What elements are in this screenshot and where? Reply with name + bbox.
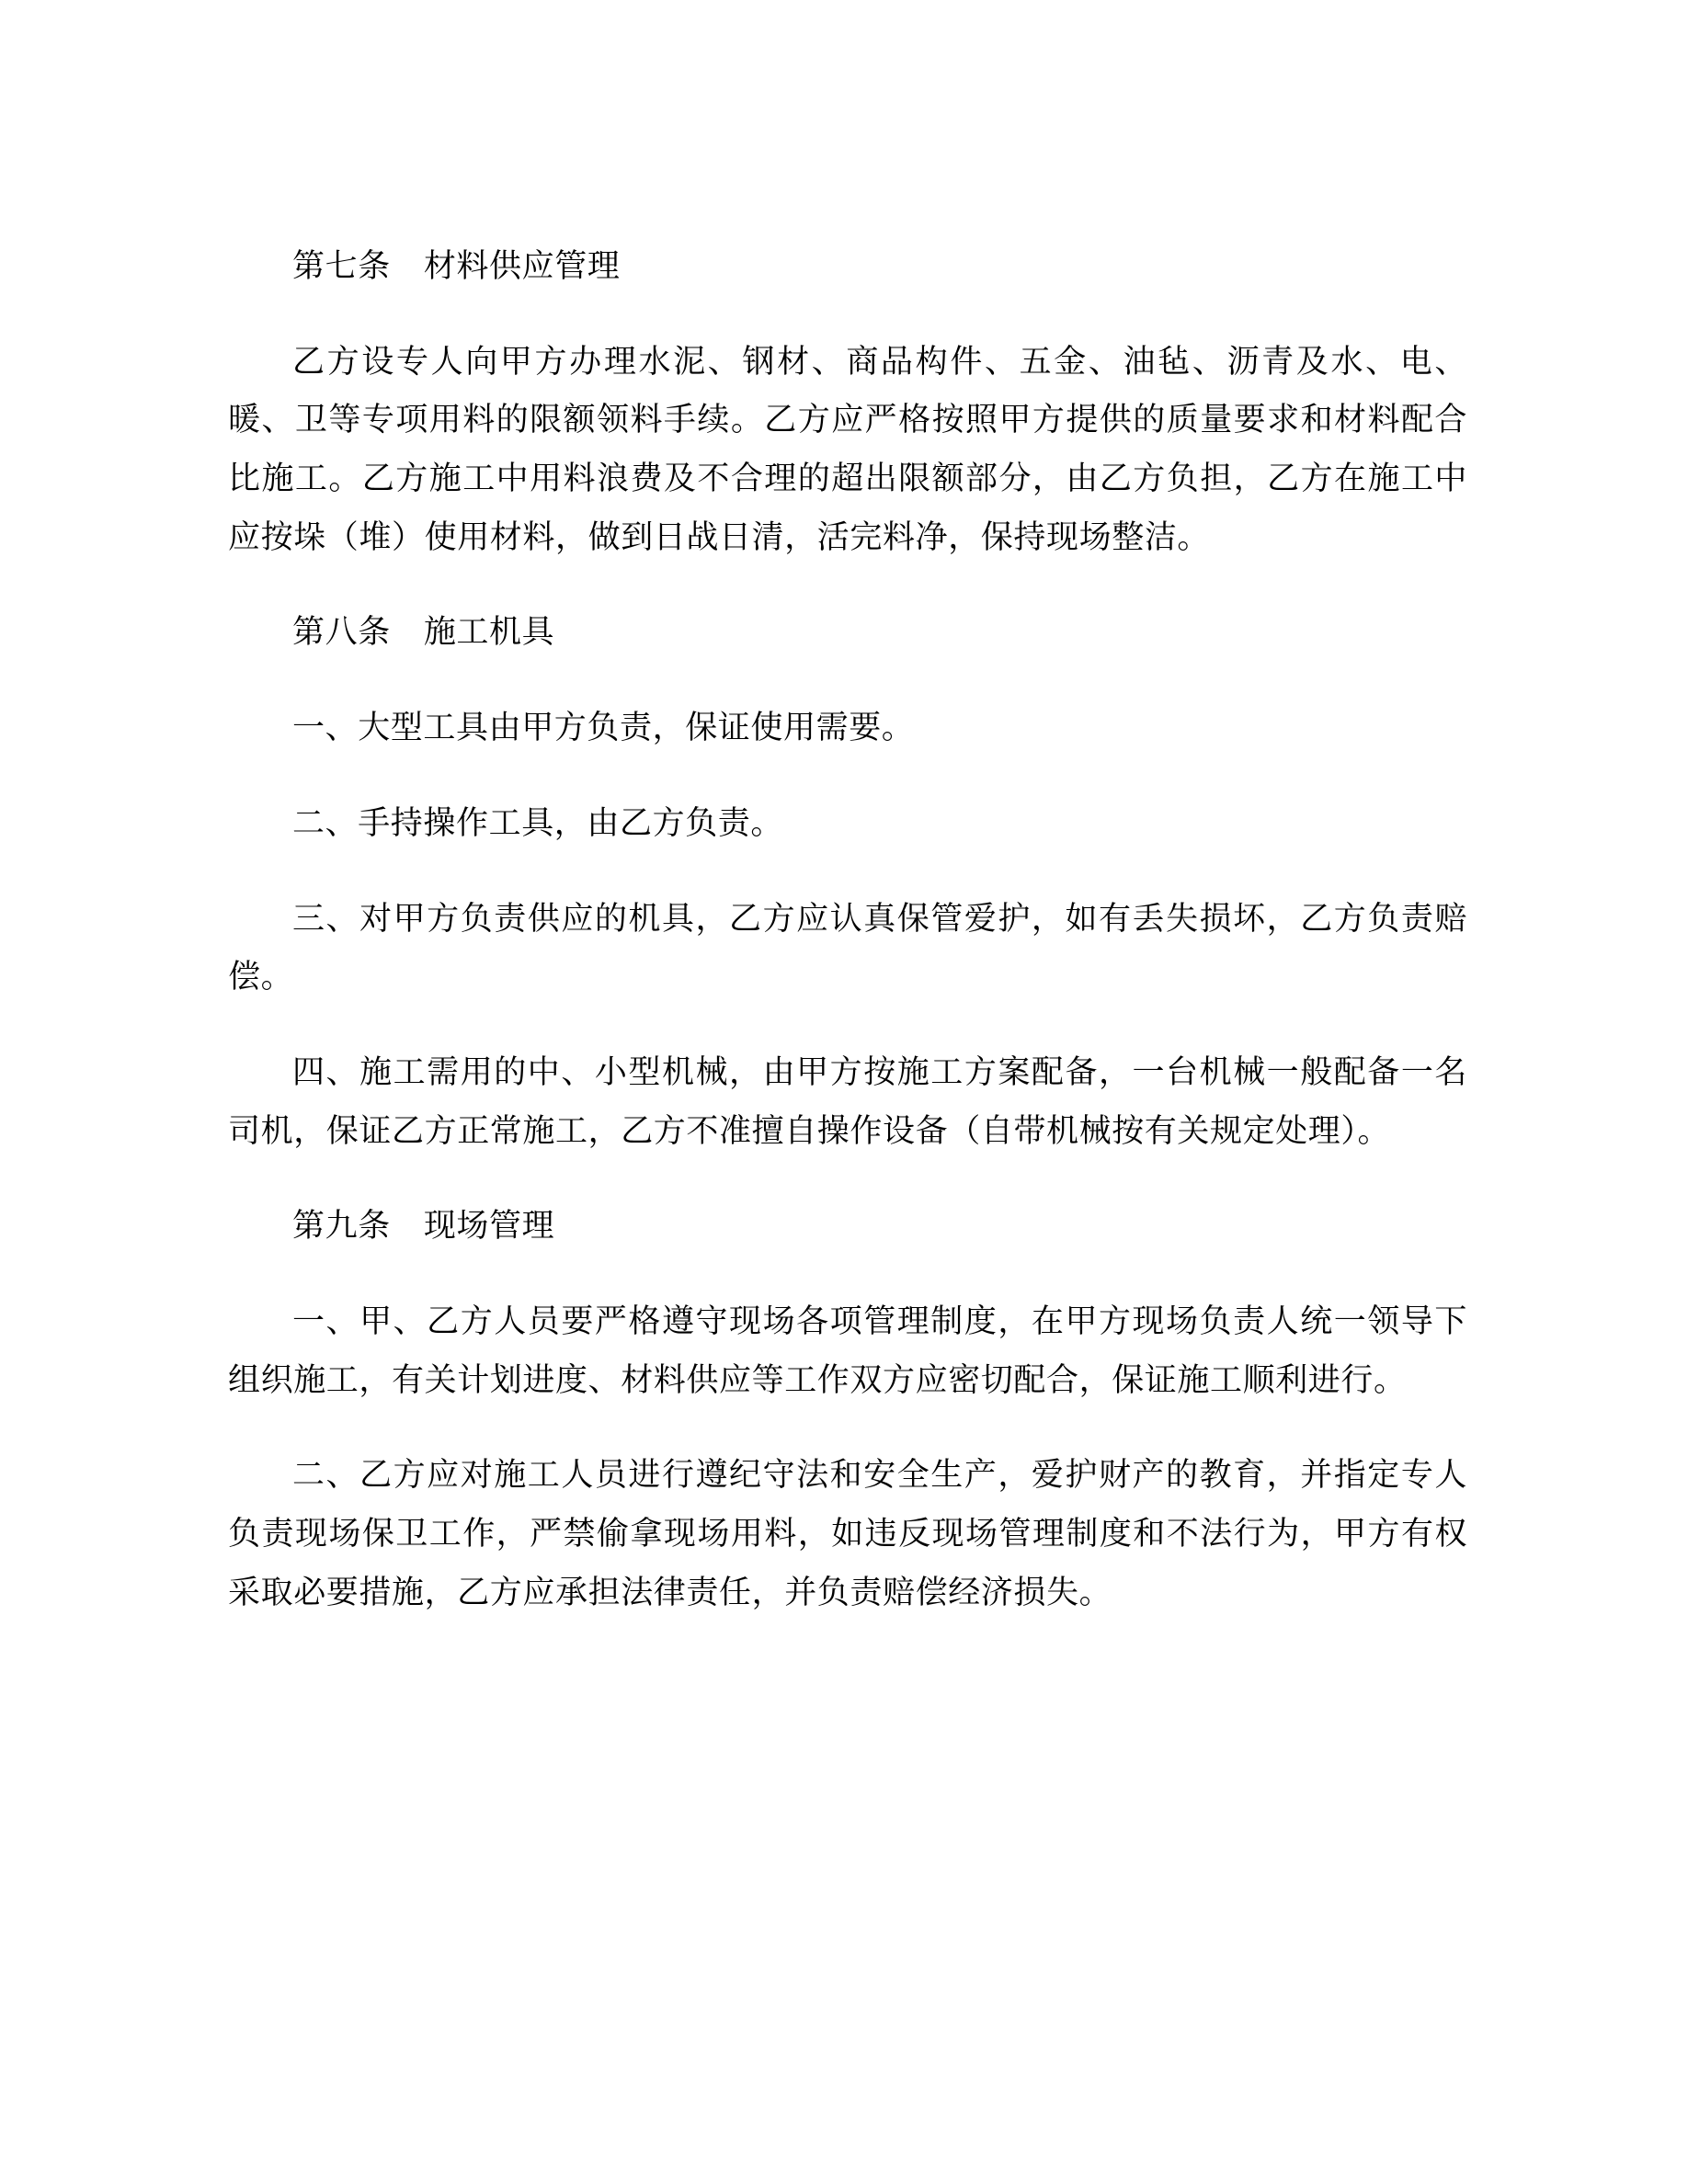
article-9-number: 第九条 bbox=[292, 1208, 391, 1245]
article-9-heading bbox=[228, 1197, 1467, 1256]
article-9-item-2: 二、乙方应对施工人员进行遵纪守法和安全生产，爱护财产的教育，并指定专人负责现场保卫工作，严禁偷拿现场用料，如违反现场管理制度和不法行为，甲方有权采取必要措施，乙方应承担法律责任，并负责赔偿经济损失。 bbox=[228, 1457, 1467, 1610]
article-8-heading bbox=[228, 603, 1467, 662]
article-8-item-3: 三、对甲方负责供应的机具，乙方应认真保管爱护，如有丢失损坏，乙方负责赔偿。 bbox=[228, 900, 1467, 995]
article-8-item-1: 一、大型工具由甲方负责，保证使用需要。 bbox=[292, 710, 915, 746]
article-7-body: 乙方设专人向甲方办理水泥、钢材、商品构件、五金、油毡、沥青及水、电、暖、卫等专项用料的限额领料手续。乙方应严格按照甲方提供的质量要求和材料配合比施工。乙方施工中用料浪费及不合理的超出限额部分，由乙方负担，乙方在施工中应按垛（堆）使用材料，做到日战日清，活完料净，保持现场整洁。 bbox=[228, 343, 1467, 555]
article-7-number: 第七条 bbox=[292, 248, 391, 284]
article-7-heading bbox=[228, 237, 1467, 296]
article-8-title: 施工机具 bbox=[423, 614, 555, 651]
article-7-title: 材料供应管理 bbox=[423, 248, 621, 284]
document-body bbox=[228, 237, 1467, 1621]
article-9-item-1: 一、甲、乙方人员要严格遵守现场各项管理制度，在甲方现场负责人统一领导下组织施工，有关计划进度、材料供应等工作双方应密切配合，保证施工顺利进行。 bbox=[228, 1302, 1467, 1398]
article-9-title: 现场管理 bbox=[423, 1208, 555, 1245]
article-8-item-2: 二、手持操作工具，由乙方负责。 bbox=[292, 804, 784, 841]
article-8-number: 第八条 bbox=[292, 614, 391, 651]
article-8-item-4: 四、施工需用的中、小型机械，由甲方按施工方案配备，一台机械一般配备一名司机，保证乙方正常施工，乙方不准擅自操作设备（自带机械按有关规定处理）。 bbox=[228, 1053, 1467, 1149]
